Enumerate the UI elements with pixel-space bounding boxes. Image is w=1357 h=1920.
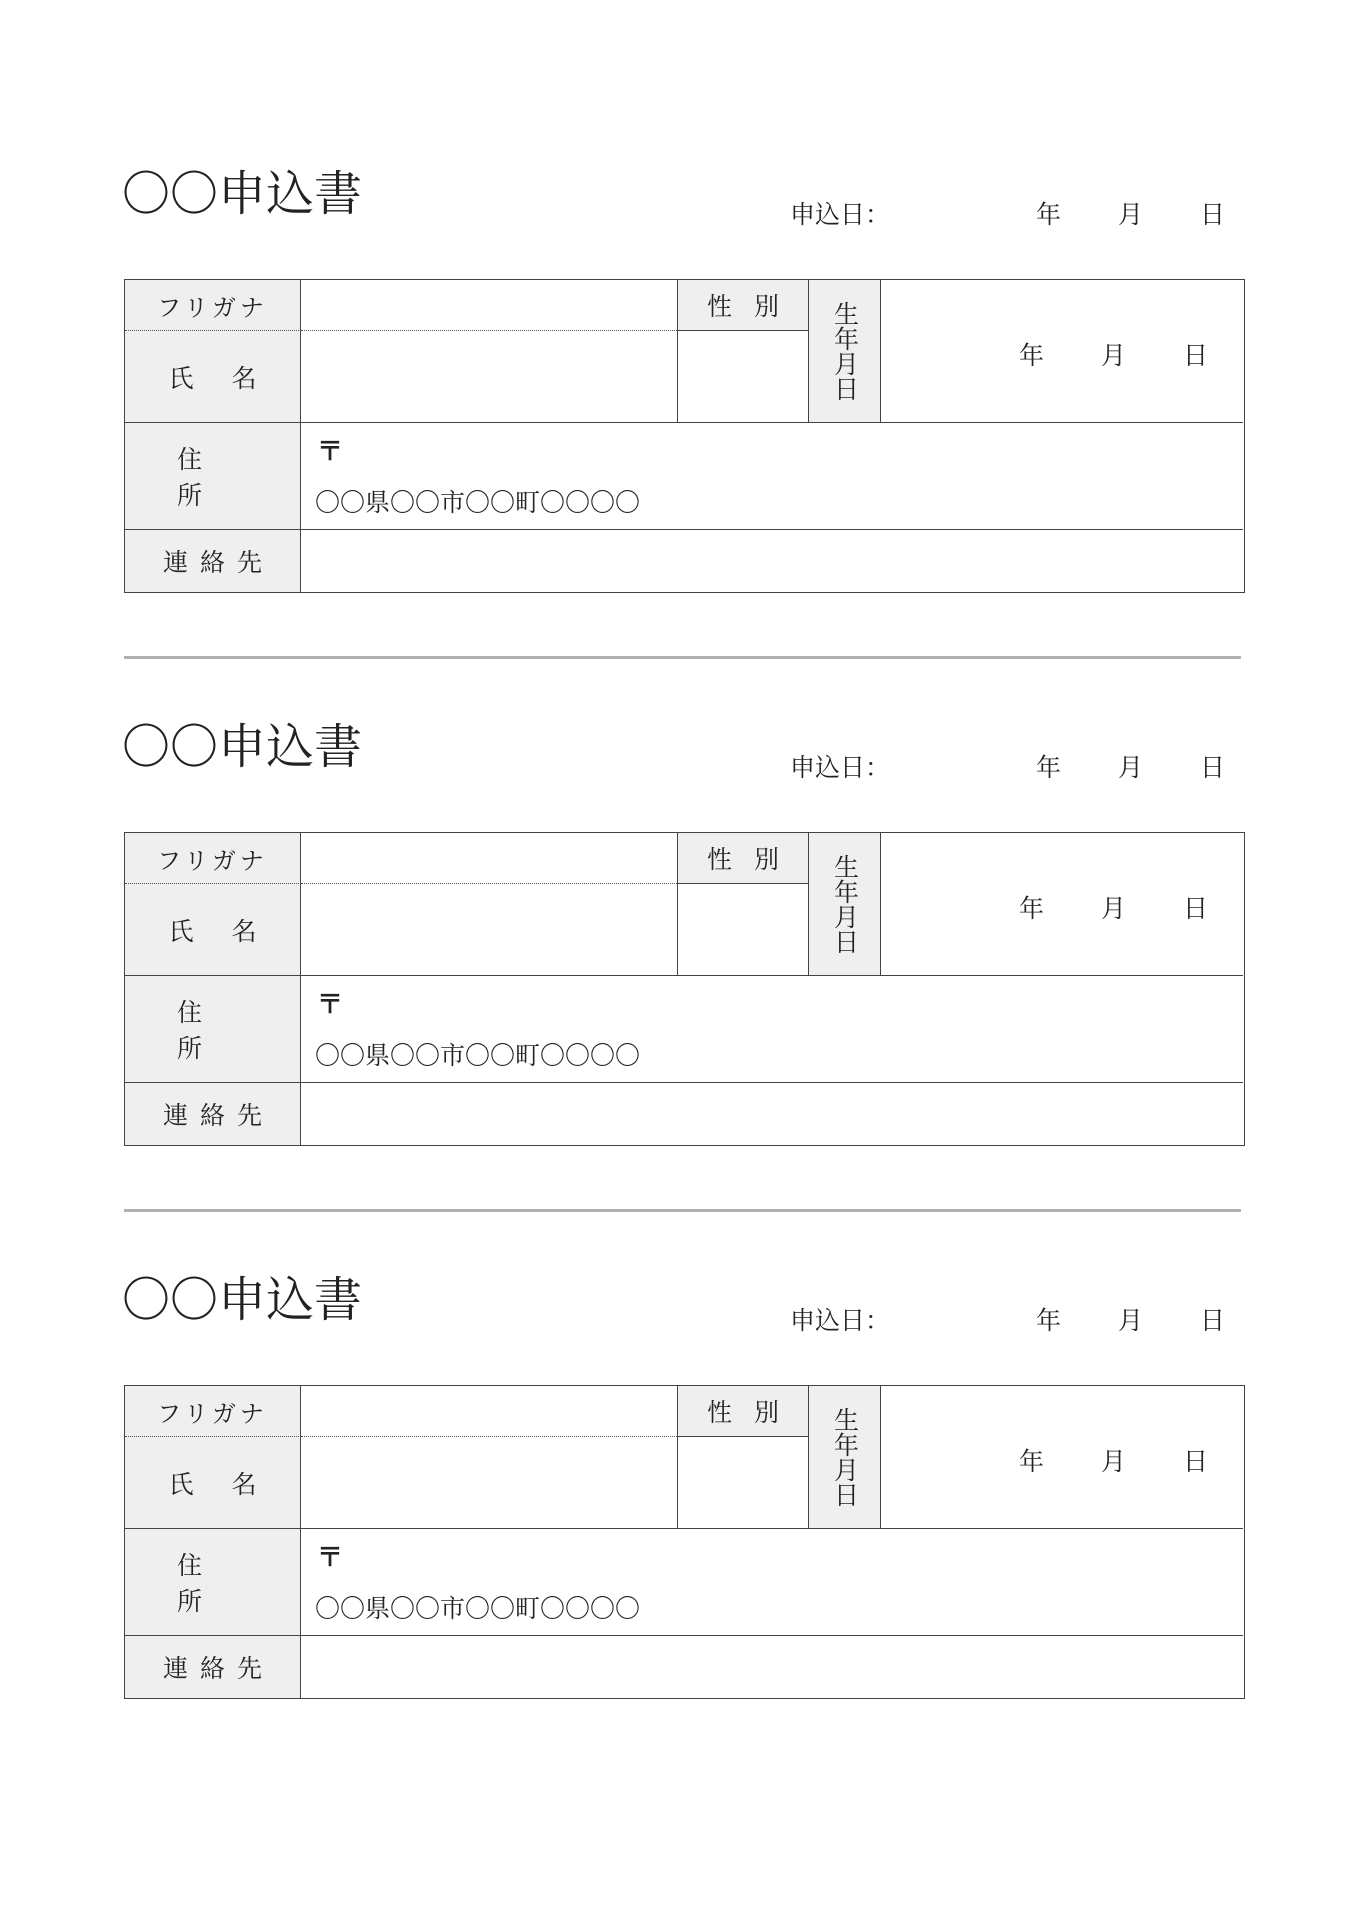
contact-label: 連絡先 [125, 530, 301, 592]
address-label: 住所 [125, 1529, 301, 1636]
gender-label: 性別 [677, 1386, 809, 1437]
form-table [124, 832, 1245, 1146]
application-date-month: 月 [1118, 200, 1144, 229]
birthdate-field[interactable] [881, 280, 1243, 423]
birth-year: 年 [1019, 341, 1045, 370]
name-label: 氏名 [125, 1437, 301, 1529]
gender-label: 性別 [677, 833, 809, 884]
contact-field[interactable] [301, 530, 1243, 592]
form-title: 〇〇申込書 [122, 719, 363, 775]
name-label: 氏名 [125, 331, 301, 423]
contact-field[interactable] [301, 1636, 1243, 1698]
birthdate-label: 生年月日 [809, 1386, 881, 1529]
address-field[interactable] [301, 976, 1243, 1083]
birthdate-label: 生年月日 [809, 833, 881, 976]
birth-month: 月 [1101, 894, 1127, 923]
application-date-year: 年 [1036, 753, 1062, 782]
name-label: 氏名 [125, 884, 301, 976]
birth-day: 日 [1183, 1447, 1209, 1476]
birth-month: 月 [1101, 1447, 1127, 1476]
gender-field[interactable] [677, 331, 809, 423]
name-field[interactable] [301, 884, 677, 976]
application-date-year: 年 [1036, 1306, 1062, 1335]
application-date-label: 申込日： [790, 753, 891, 782]
application-date-day: 日 [1200, 753, 1226, 782]
address-value: 〇〇県〇〇市〇〇町〇〇〇〇 [315, 1594, 641, 1623]
application-date-month: 月 [1118, 1306, 1144, 1335]
gender-field[interactable] [677, 884, 809, 976]
gender-label: 性別 [677, 280, 809, 331]
separator-line [124, 1209, 1241, 1212]
birthdate-field[interactable] [881, 1386, 1243, 1529]
name-field[interactable] [301, 1437, 677, 1529]
contact-field[interactable] [301, 1083, 1243, 1145]
separator-line [124, 656, 1241, 659]
furigana-label: フリガナ [125, 280, 301, 331]
furigana-field[interactable] [301, 1386, 677, 1437]
address-field[interactable] [301, 1529, 1243, 1636]
birth-year: 年 [1019, 894, 1045, 923]
form-title: 〇〇申込書 [122, 1272, 363, 1328]
name-field[interactable] [301, 331, 677, 423]
furigana-label: フリガナ [125, 1386, 301, 1437]
postal-mark: 〒 [317, 437, 344, 467]
postal-mark: 〒 [317, 1543, 344, 1573]
application-date-label: 申込日： [790, 200, 891, 229]
furigana-label: フリガナ [125, 833, 301, 884]
postal-mark: 〒 [317, 990, 344, 1020]
application-date-year: 年 [1036, 200, 1062, 229]
address-value: 〇〇県〇〇市〇〇町〇〇〇〇 [315, 488, 641, 517]
furigana-field[interactable] [301, 833, 677, 884]
address-label: 住所 [125, 423, 301, 530]
birthdate-label: 生年月日 [809, 280, 881, 423]
application-date-day: 日 [1200, 1306, 1226, 1335]
contact-label: 連絡先 [125, 1636, 301, 1698]
address-field[interactable] [301, 423, 1243, 530]
birth-day: 日 [1183, 894, 1209, 923]
form-title: 〇〇申込書 [122, 166, 363, 222]
form-table [124, 1385, 1245, 1699]
application-date-month: 月 [1118, 753, 1144, 782]
birth-month: 月 [1101, 341, 1127, 370]
gender-field[interactable] [677, 1437, 809, 1529]
birth-year: 年 [1019, 1447, 1045, 1476]
application-date-day: 日 [1200, 200, 1226, 229]
form-table [124, 279, 1245, 593]
application-date-label: 申込日： [790, 1306, 891, 1335]
address-label: 住所 [125, 976, 301, 1083]
furigana-field[interactable] [301, 280, 677, 331]
birth-day: 日 [1183, 341, 1209, 370]
address-value: 〇〇県〇〇市〇〇町〇〇〇〇 [315, 1041, 641, 1070]
contact-label: 連絡先 [125, 1083, 301, 1145]
birthdate-field[interactable] [881, 833, 1243, 976]
